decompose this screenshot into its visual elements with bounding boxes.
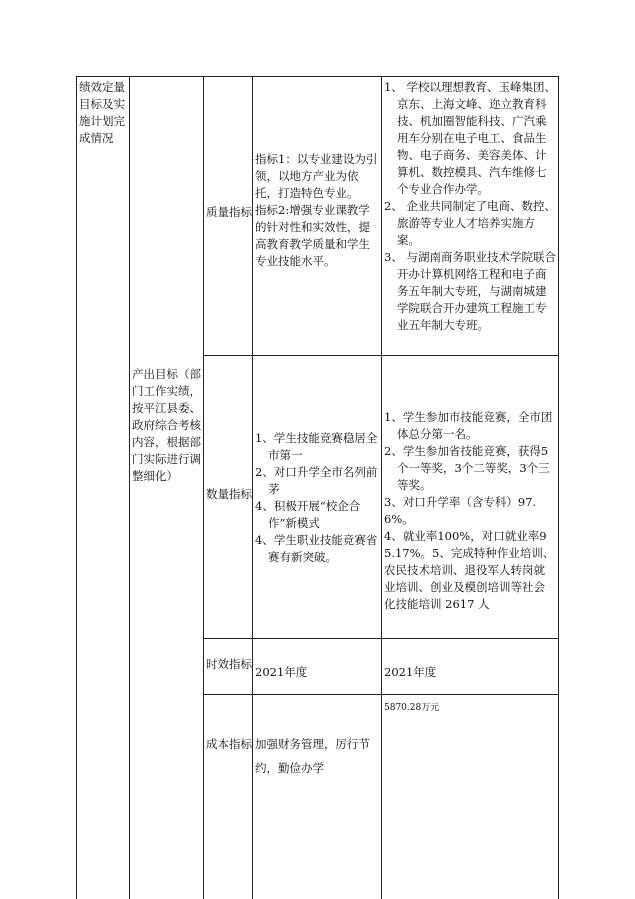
col-divider-1 <box>129 76 130 899</box>
quality-indicator-label: 质量指标 <box>206 205 252 219</box>
cost-indicator-label: 成本指标 <box>206 737 252 751</box>
timeliness-indicator-target: 2021年度 <box>255 665 308 679</box>
row-divider-3 <box>203 694 559 695</box>
col-divider-4 <box>381 76 382 899</box>
quantity-target-1: 1、学生技能竞赛稳居全市第一 <box>255 431 378 462</box>
col-divider-3 <box>252 76 253 899</box>
quantity-result-1: 1、学生参加市技能竞赛，全市团体总分第一名。 <box>384 410 553 441</box>
quantity-result-3: 3、对口升学率（含专科）97.6%。 <box>384 495 537 526</box>
col-divider-2 <box>203 76 204 899</box>
timeliness-indicator-label: 时效指标 <box>206 657 252 671</box>
table-border-right <box>558 76 559 899</box>
cost-indicator-result: 5870.28万元 <box>384 703 440 713</box>
quantity-indicator-target <box>255 430 379 566</box>
quality-indicator-result <box>384 79 556 334</box>
section-title: 绩效定量目标及实施计划完成情况 <box>79 80 125 145</box>
row-divider-2 <box>203 638 559 639</box>
cost-indicator-target: 加强财务管理，厉行节约，勤俭办学 <box>255 737 370 775</box>
quality-indicator-target <box>255 151 379 270</box>
quantity-target-4: 4、学生职业技能竞赛省赛有新突破。 <box>255 533 378 564</box>
quantity-result-2: 2、学生参加省技能竞赛，获得5个一等奖，3个二等奖，3个三等奖。 <box>384 444 550 492</box>
quantity-target-3: 4、积极开展“校企合作”新模式 <box>255 499 361 530</box>
quality-target-2: 指标2:增强专业课教学的针对性和实效性，提高教育教学质量和学生专业技能水平。 <box>255 203 370 268</box>
quantity-target-2: 2、对口升学全市名列前茅 <box>255 465 378 496</box>
table-border-top <box>76 76 559 77</box>
quantity-indicator-label: 数量指标 <box>206 487 252 501</box>
quantity-indicator-result <box>384 409 556 613</box>
output-target-category: 产出目标（部门工作实绩，按平江县委、政府综合考核内容，根据部门实际进行调整细化） <box>132 367 201 483</box>
quantity-result-4: 4、就业率100%，对口就业率95.17%。5、完成特种作业培训、农民技术培训、退役军人转岗就业培训、创业及模创培训等社会化技能培训 2617 人 <box>384 529 555 611</box>
row-divider-1 <box>203 355 559 356</box>
quality-result-2: 2、 企业共同制定了电商、数控、旅游等专业人才培养实施方案。 <box>384 199 556 247</box>
timeliness-indicator-result: 2021年度 <box>384 665 437 679</box>
quality-result-1: 1、 学校以理想教育、玉峰集团、京东、上海文峰、迩立教育科技、机加圈智能科技、广汽乘用车分别在电子电工、食品生物、电子商务、美容美体、计算机、数控模具、汽车维修七个专业合作办学。 <box>384 80 556 196</box>
quality-target-1: 指标1：以专业建设为引领，以地方产业为依托，打造特色专业。 <box>255 152 378 200</box>
table-border-left <box>76 76 77 899</box>
quality-result-3: 3、 与湖南商务职业技术学院联合开办计算机网络工程和电子商务五年制大专班，与湖南城建学院联合开办建筑工程施工专业五年制大专班。 <box>384 250 556 332</box>
